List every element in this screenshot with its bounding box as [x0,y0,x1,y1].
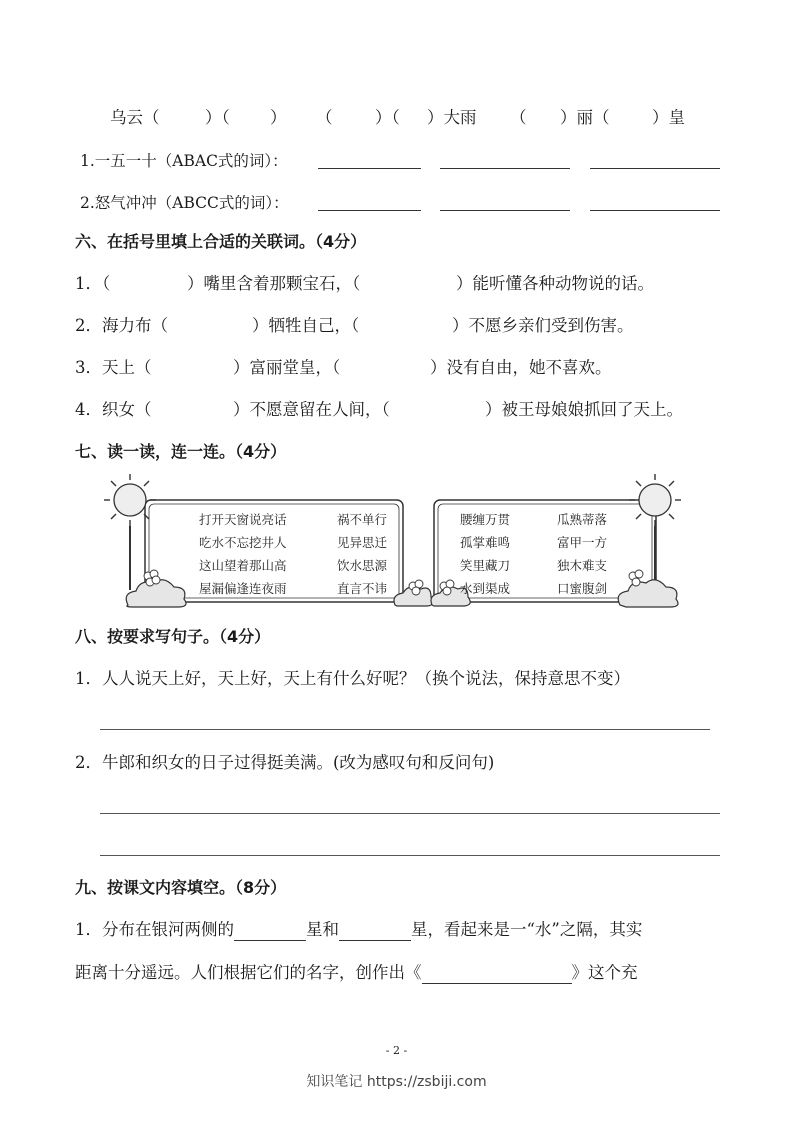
text: 乌云（ [110,108,160,127]
text: ）不愿意留在人间，（ [233,400,390,419]
answer-blank[interactable] [422,967,572,984]
text: ）富丽堂皇，（ [233,358,341,377]
text: ） [270,108,287,127]
question-text: 2．牛郎和织女的日子过得挺美满。(改为感叹句和反问句) [75,753,495,772]
answer-blank[interactable] [339,924,411,941]
idiom-item[interactable]: 独木难支 [557,558,608,573]
idiom-item[interactable]: 打开天窗说亮话 [199,512,287,527]
text: 距离十分遥远。人们根据它们的名字，创作出《 [75,963,422,982]
idiom-item[interactable]: 饮水思源 [337,558,388,573]
text: 4．织女（ [75,400,152,419]
text: ）皇 [652,108,685,127]
answer-blank[interactable] [318,210,421,211]
idiom-item[interactable]: 见异思迁 [337,535,388,550]
text: 》这个充 [571,963,638,982]
idiom-item[interactable]: 瓜熟蒂落 [557,512,608,527]
answer-line[interactable] [100,855,720,856]
text: ）没有自由，她不喜欢。 [430,358,612,377]
text: （ [510,108,527,127]
text: 1．（ [75,274,111,293]
idiom-item[interactable]: 祸不单行 [337,512,388,527]
flower-icon [144,570,160,586]
fill-sentence [75,962,638,984]
section-title: 八、按要求写句子。（4分） [75,627,271,646]
site-watermark: 知识笔记 https://zsbiji.com [306,1074,487,1090]
text: 1．分布在银河两侧的 [75,920,234,939]
text: （ [316,108,333,127]
text: ）牺牲自己，（ [252,316,360,335]
section-title: 九、按课文内容填空。（8分） [75,878,287,897]
text: ）大雨 [427,108,477,127]
text: ）（ [375,108,400,127]
text: ）（ [205,108,230,127]
text: 星和 [306,920,339,939]
answer-blank[interactable] [590,210,720,211]
page-number: - 2 - [385,1044,408,1057]
answer-blank[interactable] [440,168,570,169]
text: 2．海力布（ [75,316,168,335]
abac-prompt: 1.一五一十（ABAC式的词）： [80,152,288,170]
text: ）丽（ [560,108,610,127]
answer-line[interactable] [100,729,710,730]
question-text: 1．人人说天上好，天上好，天上有什么好呢？（换个说法，保持意思不变） [75,669,630,688]
section-title: 六、在括号里填上合适的关联词。（4分） [75,232,367,251]
answer-blank[interactable] [234,924,306,941]
answer-blank[interactable] [590,168,720,169]
abcc-prompt: 2.怒气冲冲（ABCC式的词）： [80,194,289,212]
answer-blank[interactable] [318,168,421,169]
idiom-item[interactable]: 腰缠万贯 [460,512,511,527]
idiom-item[interactable]: 口蜜腹剑 [557,581,608,596]
matching-illustration [100,472,700,614]
answer-line[interactable] [100,813,720,814]
text: ）能听懂各种动物说的话。 [456,274,654,293]
idiom-item[interactable]: 屋漏偏逢连夜雨 [199,581,287,596]
text: 3．天上（ [75,358,152,377]
text: ）被王母娘娘抓回了天上。 [485,400,683,419]
text: 星，看起来是一“水”之隔，其实 [411,920,643,939]
text: ）嘴里含着那颗宝石，（ [187,274,361,293]
idiom-item[interactable]: 笑里藏刀 [460,558,511,573]
text: ）不愿乡亲们受到伤害。 [452,316,634,335]
idiom-item[interactable]: 富甲一方 [557,535,608,550]
idiom-item[interactable]: 水到渠成 [460,581,511,596]
answer-blank[interactable] [440,210,570,211]
fill-sentence [75,919,642,941]
idiom-item[interactable]: 直言不讳 [337,581,388,596]
idiom-item[interactable]: 吃水不忘挖井人 [199,535,287,550]
idiom-item[interactable]: 这山望着那山高 [199,558,287,573]
idiom-item[interactable]: 孤掌难鸣 [460,535,511,550]
cloud-icon [618,580,678,607]
section-title: 七、读一读，连一连。（4分） [75,442,287,461]
